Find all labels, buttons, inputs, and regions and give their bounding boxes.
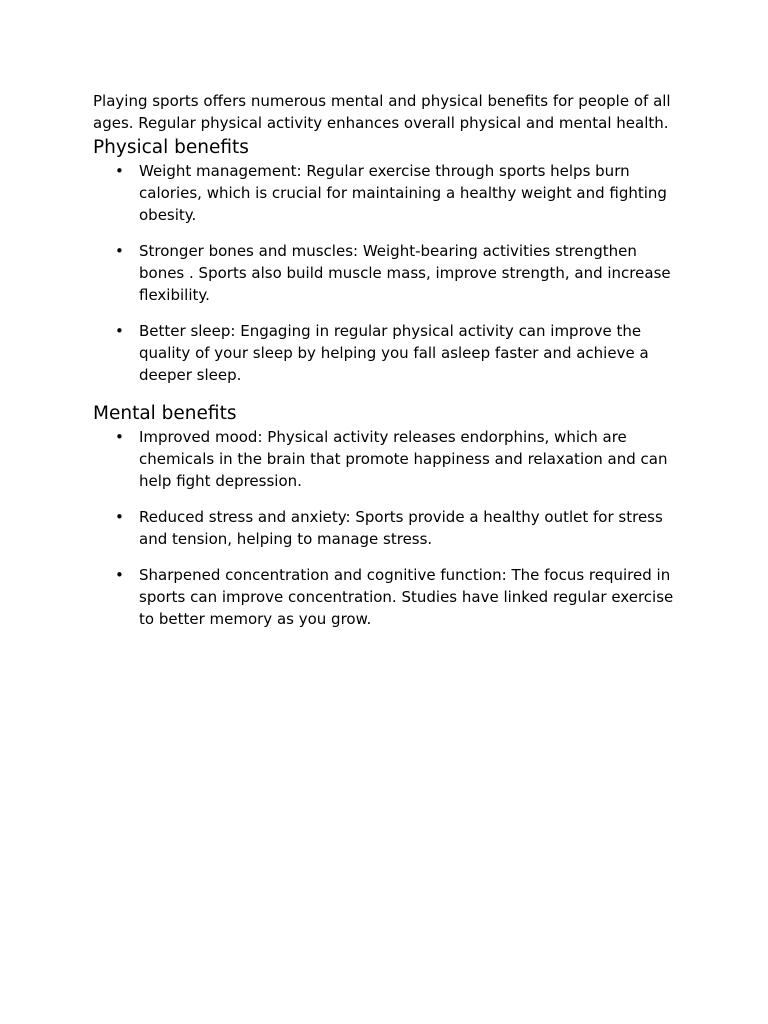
list-item <box>93 506 683 550</box>
bullet-icon: • <box>115 566 124 584</box>
bullet-icon: • <box>115 322 124 340</box>
list-item-text: Reduced stress and anxiety: Sports provide a healthy outlet for stress and tension, helping to manage stress. <box>139 508 663 548</box>
list-item-text: Better sleep: Engaging in regular physical activity can improve the quality of your sleep by helping you fall asleep faster and achieve a deeper sleep. <box>139 322 649 384</box>
list-item-text: Weight management: Regular exercise through sports helps burn calories, which is crucial for maintaining a healthy weight and fighting obesity. <box>139 162 667 224</box>
list-item <box>93 240 683 306</box>
section-heading-physical-benefits: Physical benefits <box>93 137 249 158</box>
list-item <box>93 426 683 492</box>
physical-benefits-list <box>93 160 683 386</box>
list-item-text: Improved mood: Physical activity releases endorphins, which are chemicals in the brain that promote happiness and relaxation and can help fight depression. <box>139 428 668 490</box>
intro-paragraph: Playing sports offers numerous mental and physical benefits for people of all ages. Regular physical activity enhances overall physical and mental health. <box>93 92 671 132</box>
list-item <box>93 320 683 386</box>
bullet-icon: • <box>115 162 124 180</box>
list-item <box>93 160 683 226</box>
mental-benefits-list <box>93 426 683 630</box>
document-page <box>93 90 683 630</box>
list-item-text: Sharpened concentration and cognitive function: The focus required in sports can improve concentration. Studies have linked regular exercise to better memory as you grow. <box>139 566 674 628</box>
list-item <box>93 564 683 630</box>
section-heading-mental-benefits: Mental benefits <box>93 403 237 424</box>
bullet-icon: • <box>115 242 124 260</box>
list-item-text: Stronger bones and muscles: Weight-bearing activities strengthen bones . Sports also build muscle mass, improve strength, and increase flexibility. <box>139 242 671 304</box>
bullet-icon: • <box>115 428 124 446</box>
bullet-icon: • <box>115 508 124 526</box>
